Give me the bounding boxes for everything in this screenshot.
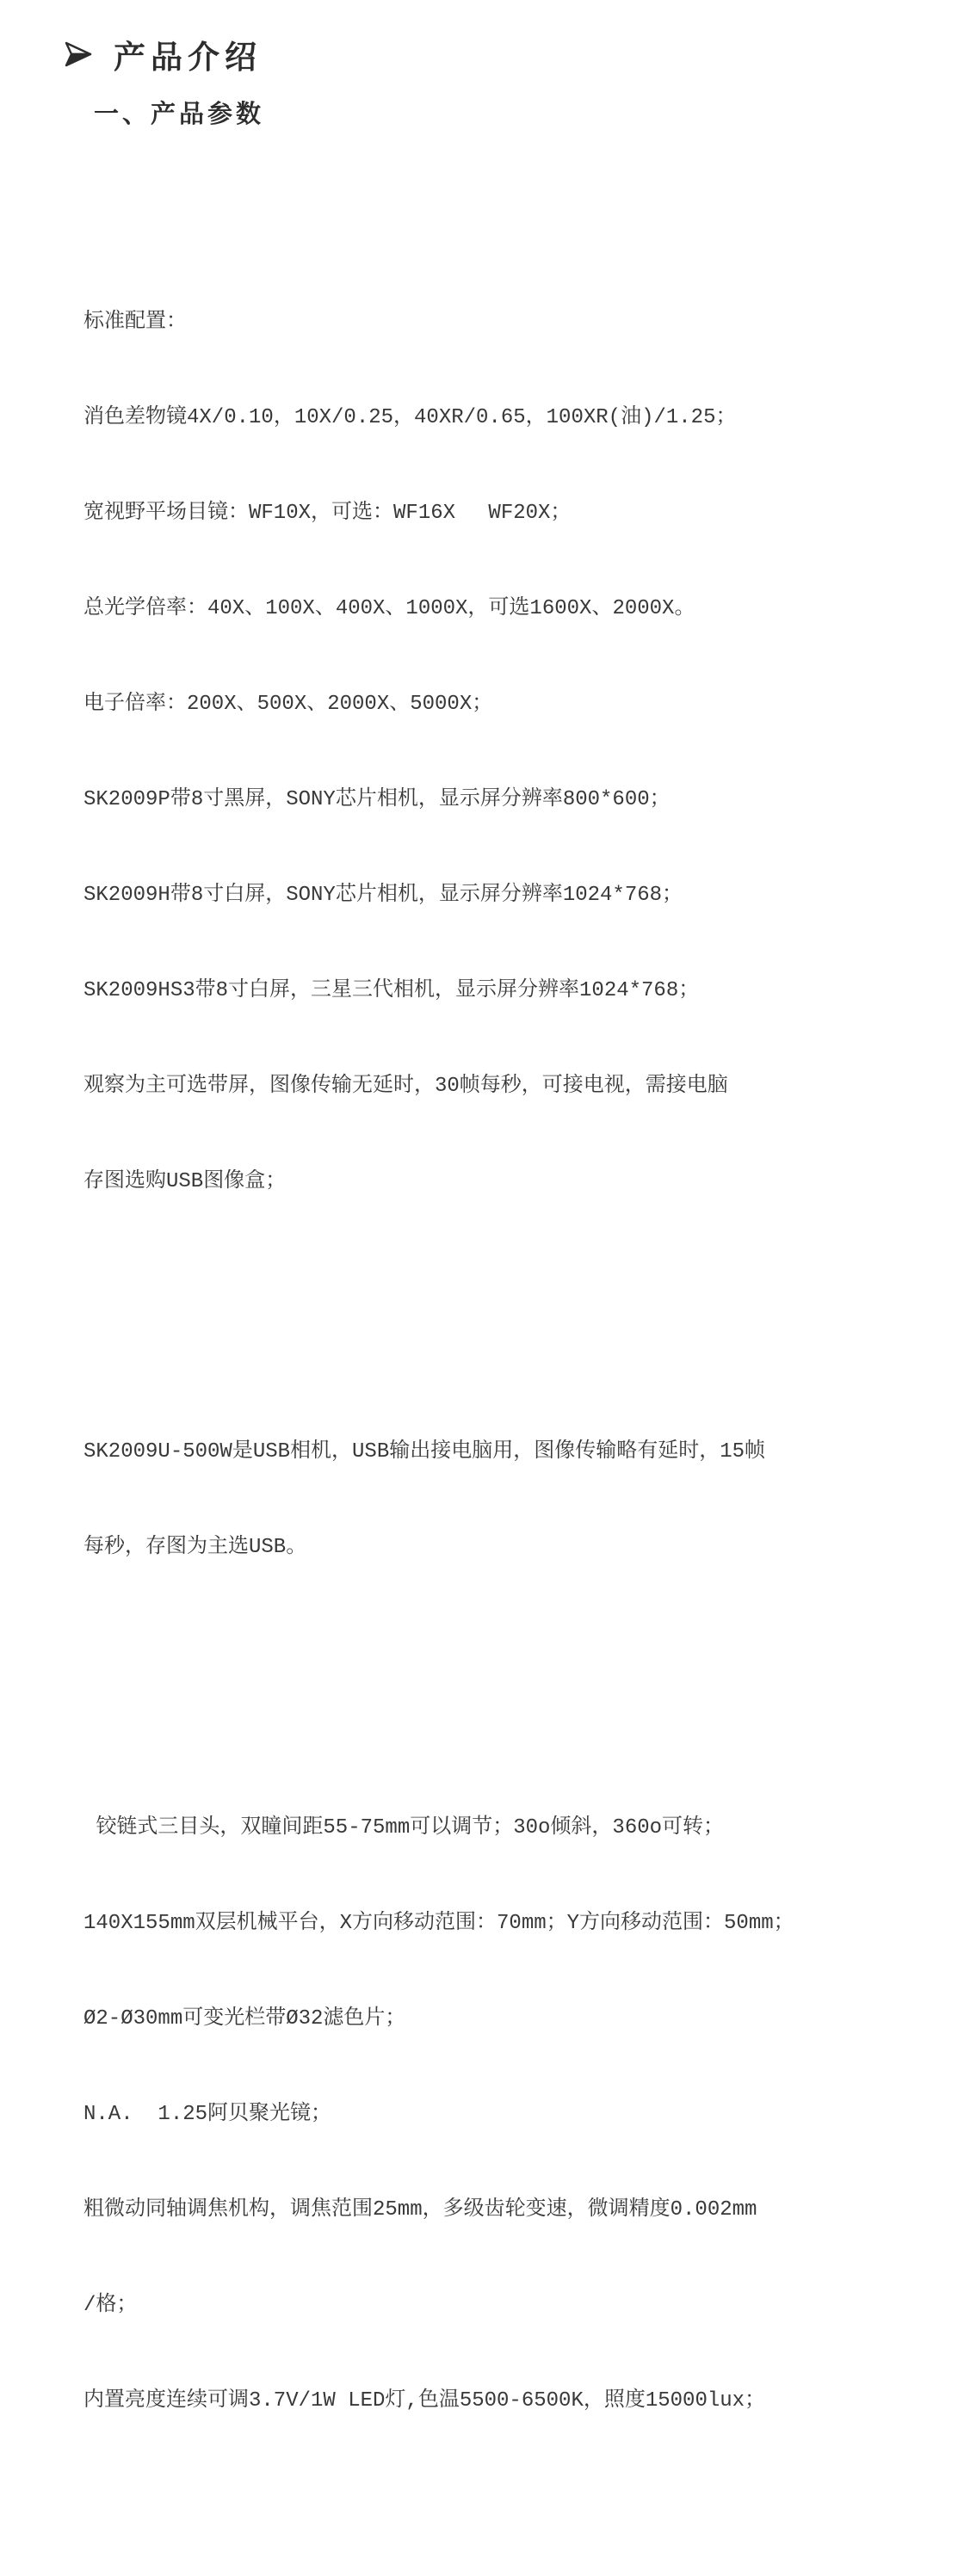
arrowhead-bullet-icon	[64, 37, 93, 71]
text-line: SK2009P带8寸黑屏，SONY芯片相机，显示屏分辨率800*600；	[83, 788, 671, 811]
section-heading: 一、产品参数	[94, 101, 265, 128]
text-line: Ø2-Ø30mm可变光栏带Ø32滤色片；	[83, 2007, 406, 2031]
text-line: 粗微动同轴调焦机构，调焦范围25mm，多级齿轮变速，微调精度0.002mm	[83, 2198, 757, 2222]
text-line: 宽视野平场目镜：WF10X，可选：WF16X WF20X；	[83, 502, 572, 525]
text-line: 140X155mm双层机械平台，X方向移动范围：70mm；Y方向移动范围：50mm；	[83, 1912, 794, 1935]
product-specs-text	[83, 147, 927, 2576]
text-line: 标准配置：	[83, 311, 187, 334]
text-line: 电子倍率：200X、500X、2000X、5000X；	[83, 693, 493, 716]
text-line: /格；	[83, 2294, 138, 2317]
text-line: SK2009HS3带8寸白屏，三星三代相机，显示屏分辨率1024*768；	[83, 979, 700, 1002]
text-line: 消色差物镜4X/0.10，10X/0.25，40XR/0.65，100XR(油)/1.25；	[83, 406, 737, 429]
page-title: 产品介绍	[114, 40, 262, 75]
page-title-row	[64, 31, 262, 77]
paragraph-standard-configuration	[83, 243, 927, 1261]
text-line: 每秒，存图为主选USB。	[83, 1536, 307, 1559]
text-line: SK2009U-500W是USB相机，USB输出接电脑用，图像传输略有延时，15帧	[83, 1440, 766, 1464]
text-line: SK2009H带8寸白屏，SONY芯片相机，显示屏分辨率1024*768；	[83, 884, 683, 907]
paragraph-usb-camera	[83, 1372, 927, 1627]
paragraph-mechanical-specs	[83, 1748, 927, 2480]
text-line: 内置亮度连续可调3.7V/1W LED灯,色温5500-6500K，照度15000lux；	[83, 2389, 766, 2413]
text-line: 总光学倍率：40X、100X、400X、1000X，可选1600X、2000X。	[83, 597, 695, 620]
text-line: 存图选购USB图像盒；	[83, 1170, 287, 1193]
text-line: N.A. 1.25阿贝聚光镜；	[83, 2103, 332, 2126]
text-line: 铰链式三目头，双瞳间距55-75mm可以调节；30o倾斜，360o可转；	[83, 1816, 725, 1840]
text-line: 观察为主可选带屏，图像传输无延时，30帧每秒，可接电视，需接电脑	[83, 1075, 728, 1098]
